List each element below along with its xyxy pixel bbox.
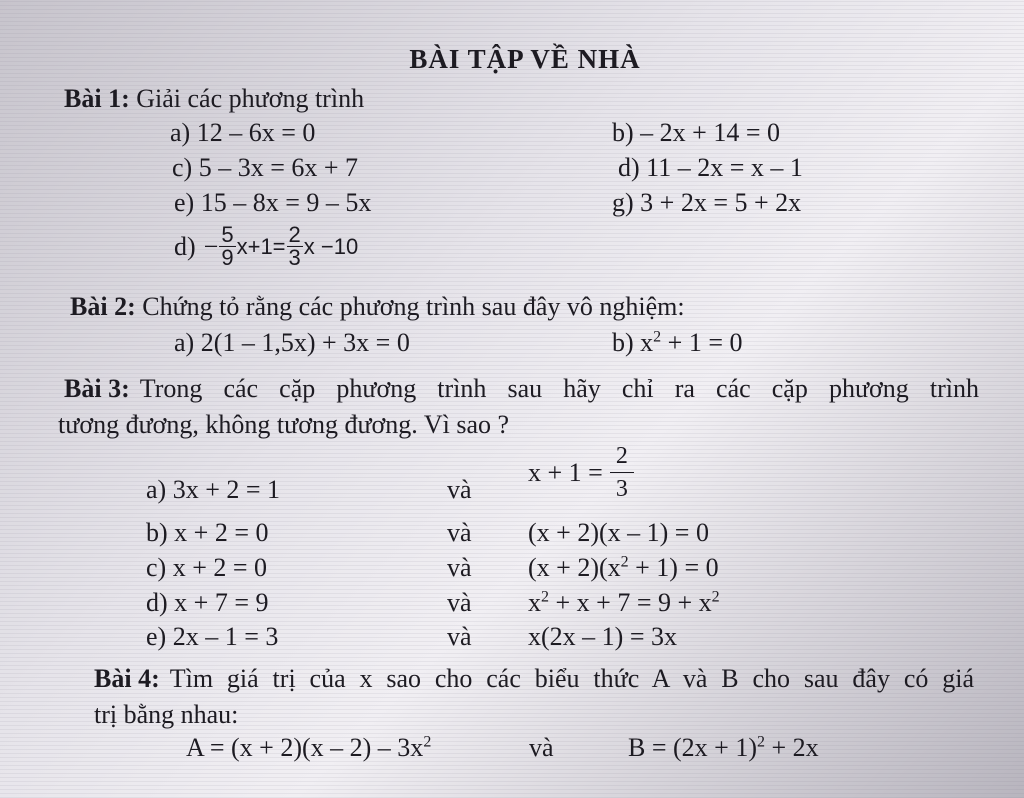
bai3-a-right	[528, 442, 635, 503]
bai3-line-1	[64, 374, 979, 404]
bai4-expr-a	[186, 733, 431, 763]
bai1-d2-label: d)	[174, 231, 196, 261]
bai3-d-right-2: + x + 7 = 9 + x	[549, 588, 712, 617]
bai4-a-sup: 2	[423, 733, 432, 751]
bai3-d-va: và	[447, 588, 472, 617]
bai3-c-left: c) x + 2 = 0	[146, 553, 268, 582]
bai4-text-1: Tìm giá trị của x sao cho các biểu thức A và B cho sau đây có giá	[169, 664, 974, 693]
bai1-item-c: c) 5 – 3x = 6x + 7	[172, 153, 359, 182]
bai4-a-pre: A = (x + 2)(x – 2) – 3x	[186, 733, 424, 762]
bai3-heading: Bài 3:	[64, 374, 130, 403]
bai2-item-b	[612, 328, 743, 358]
bai3-a-left: a) 3x + 2 = 1	[146, 475, 281, 504]
bai2-b-sup: 2	[653, 328, 662, 346]
bai1-d2-mid: x+1=	[236, 233, 286, 259]
bai4-b-sup: 2	[756, 733, 765, 751]
bai1-d2-den2: 3	[288, 245, 301, 270]
bai3-a-fraction	[610, 442, 634, 503]
bai3-b-left: b) x + 2 = 0	[146, 518, 269, 547]
bai4-b-pre: B = (2x + 1)	[628, 733, 757, 762]
bai3-c-right-post: + 1) = 0	[628, 553, 719, 582]
bai3-e-left: e) 2x – 1 = 3	[146, 622, 279, 651]
bai1-d2-minus: −	[203, 231, 219, 261]
page-title: BÀI TẬP VỀ NHÀ	[409, 44, 641, 74]
bai3-c-right-sup: 2	[620, 553, 629, 571]
bai3-e-right: x(2x – 1) = 3x	[528, 622, 677, 651]
bai4-line-1	[94, 664, 974, 694]
bai3-a-right-pre: x + 1 =	[528, 457, 603, 487]
bai1-header	[64, 84, 364, 114]
bai3-b-va: và	[447, 518, 472, 547]
bai1-item-d2	[174, 224, 358, 269]
bai1-d2-fraction-2	[287, 224, 303, 269]
bai2-b-post: + 1 = 0	[661, 328, 743, 357]
bai3-d-right-sup2: 2	[711, 588, 720, 606]
bai3-a-num: 2	[610, 442, 634, 473]
bai1-item-a: a) 12 – 6x = 0	[170, 118, 316, 147]
bai1-d2-den1: 9	[221, 245, 234, 270]
bai1-d2-num2: 2	[288, 222, 301, 247]
bai3-a-den: 3	[615, 476, 628, 502]
bai1-d2-end: x −10	[303, 233, 359, 259]
bai3-a-va: và	[447, 475, 472, 504]
bai4-expr-b	[628, 733, 819, 763]
bai1-d2-fraction-1	[219, 224, 235, 269]
bai4-va: và	[529, 733, 554, 762]
bai1-item-b: b) – 2x + 14 = 0	[612, 118, 780, 147]
bai3-b-right: (x + 2)(x – 1) = 0	[528, 518, 709, 547]
bai2-item-a: a) 2(1 – 1,5x) + 3x = 0	[174, 328, 410, 357]
bai4-heading: Bài 4:	[94, 664, 160, 693]
bai3-d-right-1: x	[528, 588, 541, 617]
bai1-heading: Bài 1:	[64, 84, 130, 113]
bai3-d-right-sup1: 2	[541, 588, 549, 606]
bai1-item-d: d) 11 – 2x = x – 1	[618, 153, 803, 182]
bai3-d-left: d) x + 7 = 9	[146, 588, 269, 617]
bai1-item-g: g) 3 + 2x = 5 + 2x	[612, 188, 802, 217]
bai1-d2-num1: 5	[221, 222, 234, 247]
bai3-text-1: Trong các cặp phương trình sau hãy chỉ ra các cặp phương trình	[139, 374, 979, 403]
bai2-header	[70, 292, 685, 322]
bai3-c-right	[528, 553, 719, 583]
bai3-e-va: và	[447, 622, 472, 651]
bai3-d-right	[528, 588, 720, 618]
bai3-text-2: tương đương, không tương đương. Vì sao ?	[58, 410, 510, 439]
bai4-b-post: + 2x	[764, 733, 819, 762]
bai4-text-2: trị bằng nhau:	[94, 700, 239, 729]
bai2-text: Chứng tỏ rằng các phương trình sau đây vô nghiệm:	[142, 292, 685, 321]
bai3-c-va: và	[447, 553, 472, 582]
bai1-item-e: e) 15 – 8x = 9 – 5x	[174, 188, 372, 217]
bai3-c-right-pre: (x + 2)(x	[528, 553, 621, 582]
bai1-text: Giải các phương trình	[136, 84, 365, 113]
bai2-b-pre: b) x	[612, 328, 654, 357]
bai2-heading: Bài 2:	[70, 292, 136, 321]
